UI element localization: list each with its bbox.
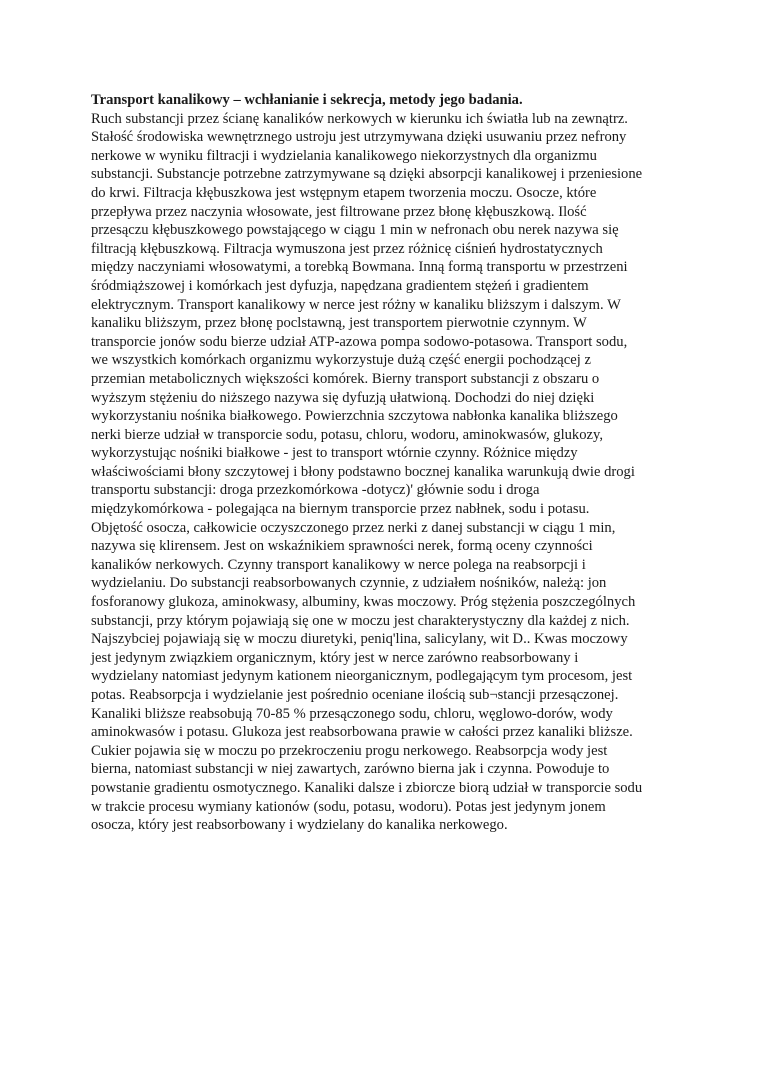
text-line: aminokwasów i potasu. Glukoza jest reabsorbowana prawie w całości przez kanaliki bliższe. [91, 724, 633, 741]
text-line: substancji, przy którym pojawiają się one w moczu jest charakterystyczny dla każdej z nich. [91, 612, 630, 629]
text-line: wyższym stężeniu do niższego nazywa się dyfuzją ułatwioną. Dochodzi do niej dzięki [91, 389, 595, 406]
text-line: kanaliku bliższym, przez błonę poclstawną, jest transportem pierwotnie czynnym. W [91, 315, 587, 332]
text-line: Stałość środowiska wewnętrznego ustroju jest utrzymywana dzięki usuwaniu przez nefrony [91, 129, 627, 146]
text-line: transporcie jonów sodu bierze udział ATP-azowa pompa sodowo-potasowa. Transport sodu, [91, 333, 628, 350]
text-line: właściwościami błony szczytowej i błony podstawno bocznej kanalika warunkują dwie drogi [91, 463, 635, 480]
text-line: Kanaliki bliższe reabsobują 70-85 % przesączonego sodu, chloru, węglowo-dorów, wody [91, 705, 613, 722]
text-line: przepływa przez naczynia włosowate, jest filtrowane przez błonę kłębuszkową. Ilość [91, 203, 587, 220]
text-line: Cukier pojawia się w moczu po przekroczeniu progu nerkowego. Reabsorpcja wody jest [91, 742, 608, 759]
text-line: śródmiąższowej i komórkach jest dyfuzja, napędzana gradientem stężeń i gradientem [91, 277, 589, 294]
text-line: substancji. Substancje potrzebne zatrzymywane są dzięki absorpcji kanalikowej i przeniesione [91, 166, 643, 183]
text-line: nerkowe w wyniku filtracji i wydzielania kanalikowego niekorzystnych dla organizmu [91, 147, 597, 164]
text-line: powstanie gradientu osmotycznego. Kanaliki dalsze i zbiorcze biorą udział w transporcie sodu [91, 779, 643, 796]
text-line: wydzielany natomiast jedynym kationem nieorganicznym, podlegającym tym procesom, jest [91, 668, 633, 685]
text-line: Objętość osocza, całkowicie oczyszczonego przez nerki z danej substancji w ciągu 1 min, [91, 519, 616, 536]
text-line: między naczyniami włosowatymi, a torebką Bowmana. Inną formą transportu w przestrzeni [91, 259, 628, 276]
text-line: do krwi. Filtracja kłębuszkowa jest wstępnym etapem tworzenia moczu. Osocze, które [91, 184, 597, 201]
text-line: bierna, natomiast substancji w niej zawartych, zarówno bierna jak i czynna. Powoduje to [91, 761, 610, 778]
text-line: wykorzystaniu nośnika białkowego. Powierzchnia szczytowa nabłonka kanalika bliższego [91, 408, 618, 425]
text-line: nerki bierze udział w transporcie sodu, potasu, chloru, wodoru, aminokwasów, glukozy, [91, 426, 603, 443]
text-line: w trakcie procesu wymiany kationów (sodu, potasu, wodoru). Potas jest jedynym jonem [91, 798, 606, 815]
text-line: potas. Reabsorpcja i wydzielanie jest pośrednio oceniane ilością sub¬stancji przesączonej. [91, 687, 619, 703]
text-line: międzykomórkowa - polegająca na biernym transporcie przez nabłnek, sodu i potasu. [91, 501, 590, 518]
text-line: przemian metabolicznych większości komórek. Bierny transport substancji z obszaru o [91, 370, 600, 387]
text-line: przesączu kłębuszkowego powstającego w ciągu 1 min w nefronach obu nerek nazywa się [91, 222, 619, 239]
text-line: Ruch substancji przez ścianę kanalików nerkowych w kierunku ich światła lub na zewnątrz. [91, 110, 628, 127]
text-line: elektrycznym. Transport kanalikowy w nerce jest różny w kanaliku bliższym i dalszym. W [91, 296, 621, 313]
document-body [91, 91, 681, 835]
text-line: we wszystkich komórkach organizmu wykorzystuje dużą część energii pochodzącej z [91, 352, 591, 369]
text-line: osocza, który jest reabsorbowany i wydzielany do kanalika nerkowego. [91, 817, 508, 834]
text-line: nazywa się klirensem. Jest on wskaźnikiem sprawności nerek, formą oceny czynności [91, 538, 593, 555]
text-line: wykorzystując nośniki białkowe - jest to transport wtórnie czynny. Różnice między [91, 445, 578, 462]
text-line: Najszybciej pojawiają się w moczu diuretyki, peniq'lina, salicylany, wit D.. Kwas moczowy [91, 631, 628, 648]
text-line: wydzielaniu. Do substancji reabsorbowanych czynnie, z udziałem nośników, należą: jon [91, 575, 607, 592]
text-line: filtracją kłębuszkową. Filtracja wymuszona jest przez różnicę ciśnień hydrostatycznych [91, 240, 603, 257]
document-title: Transport kanalikowy – wchłanianie i sekrecja, metody jego badania. [91, 92, 523, 108]
text-line: transportu substancji: droga przezkomórkowa -dotycz)' głównie sodu i droga [91, 482, 540, 499]
text-line: jest jedynym związkiem organicznym, który jest w nerce zarówno reabsorbowany i [91, 649, 579, 666]
text-line: fosforanowy glukoza, aminokwasy, albuminy, kwas moczowy. Próg stężenia poszczególnych [91, 594, 636, 611]
text-line: kanalików nerkowych. Czynny transport kanalikowy w nerce polega na reabsorpcji i [91, 556, 586, 573]
